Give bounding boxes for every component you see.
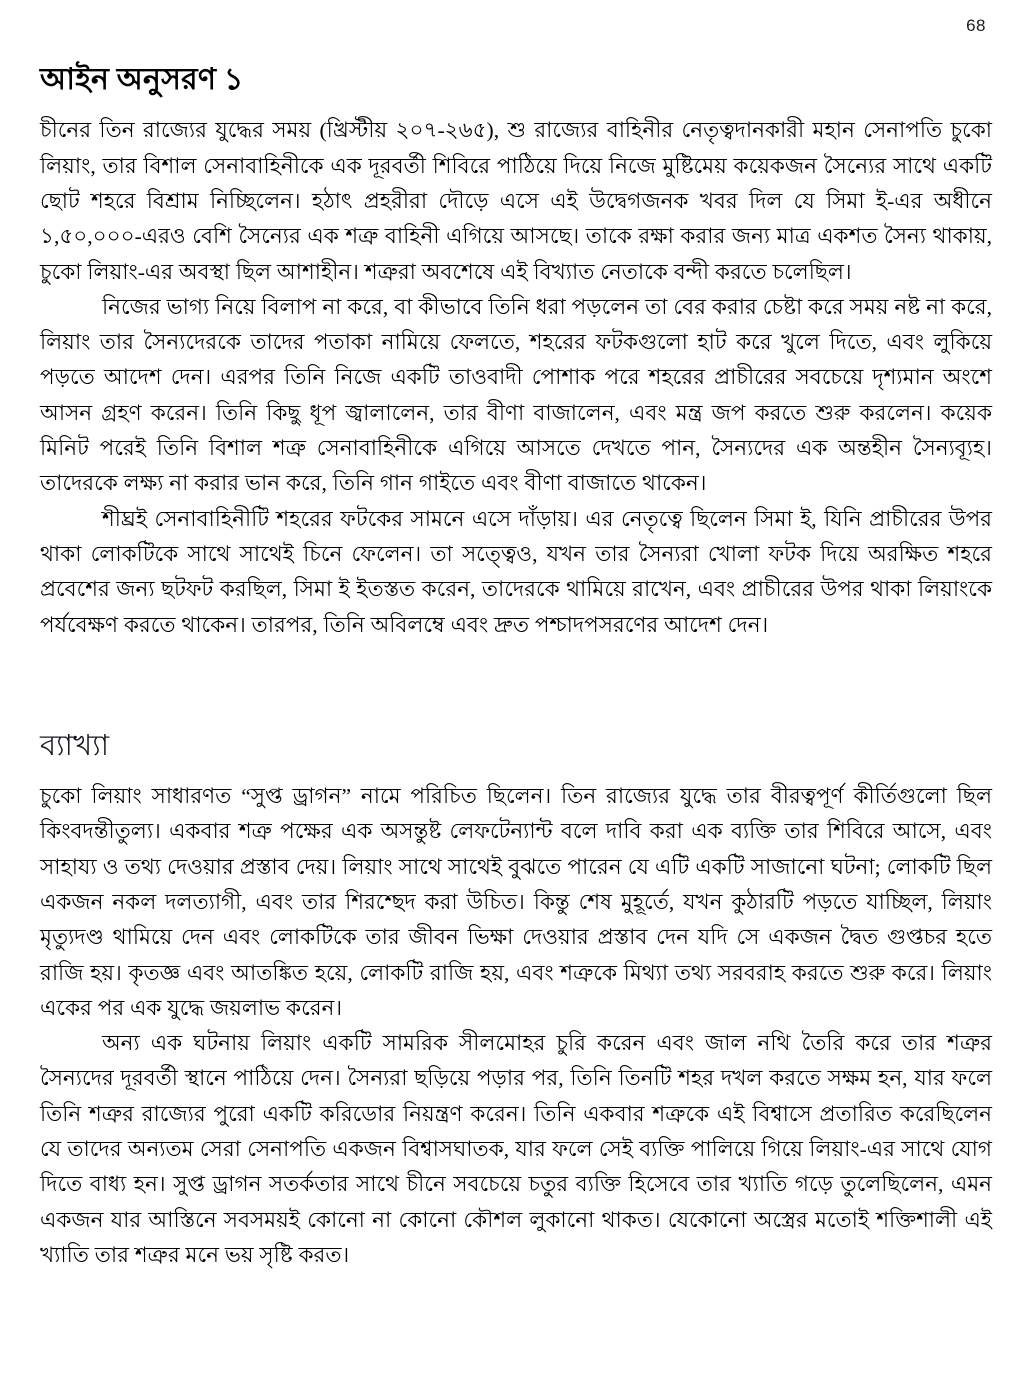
paragraph: নিজের ভাগ্য নিয়ে বিলাপ না করে, বা কীভাবে তিনি ধরা পড়লেন তা বের করার চেষ্টা করে সময় নষ্ট না করে, লিয়াং তার সৈন্যদেরকে তাদের পতাকা নামিয়ে ফেলতে, শহরের ফটকগুলো হাট করে খুলে দিতে, এবং লুকিয়ে পড়তে আদেশ দেন। এরপর তিনি নিজে একটি তাওবাদী পোশাক পরে শহরের প্রাচীরের সবচেয়ে দৃশ্যমান অংশে আসন গ্রহণ করেন। তিনি কিছু ধূপ জ্বালালেন, তার বীণা বাজালেন, এবং মন্ত্র জপ করতে শুরু করলেন। কয়েক মিনিট পরেই তিনি বিশাল শত্রু সেনাবাহিনীকে এগিয়ে আসতে দেখতে পান, সৈন্যদের এক অন্তহীন সৈন্যব্যূহ। তাদেরকে লক্ষ্য না করার ভান করে, তিনি গান গাইতে এবং বীণা বাজাতে থাকেন। <box>40 294 992 496</box>
section-heading-interpretation: ব্যাখ্যা <box>40 729 110 762</box>
page-number: 68 <box>966 16 986 35</box>
paragraph: অন্য এক ঘটনায় লিয়াং একটি সামরিক সীলমোহর চুরি করেন এবং জাল নথি তৈরি করে তার শত্রুর সৈন্যদের দূরবর্তী স্থানে পাঠিয়ে দেন। সৈন্যরা ছড়িয়ে পড়ার পর, তিনি তিনটি শহর দখল করতে সক্ষম হন, যার ফলে তিনি শত্রুর রাজ্যের পুরো একটি করিডোর নিয়ন্ত্রণ করেন। তিনি একবার শত্রুকে এই বিশ্বাসে প্রতারিত করেছিলেন যে তাদের অন্যতম সেরা সেনাপতি একজন বিশ্বাসঘাতক, যার ফলে সেই ব্যক্তি পালিয়ে গিয়ে লিয়াং-এর সাথে যোগ দিতে বাধ্য হন। সুপ্ত ড্রাগন সতর্কতার সাথে চীনে সবচেয়ে চতুর ব্যক্তি হিসেবে তার খ্যাতি গড়ে তুলেছিলেন, এমন একজন যার আস্তিনে সবসময়ই কোনো না কোনো কৌশল লুকানো থাকত। যেকোনো অস্ত্রের মতোই শক্তিশালী এই খ্যাতি তার শত্রুর মনে ভয় সৃষ্টি করত। <box>40 1031 992 1267</box>
paragraph: চীনের তিন রাজ্যের যুদ্ধের সময় (খ্রিস্টীয় ২০৭-২৬৫), শু রাজ্যের বাহিনীর নেতৃত্বদানকারী মহান সেনাপতি চুকো লিয়াং, তার বিশাল সেনাবাহিনীকে এক দূরবর্তী শিবিরে পাঠিয়ে দিয়ে নিজে মুষ্টিমেয় কয়েকজন সৈন্যের সাথে একটি ছোট শহরে বিশ্রাম নিচ্ছিলেন। হঠাৎ প্রহরীরা দৌড়ে এসে এই উদ্বেগজনক খবর দিল যে সিমা ই-এর অধীনে ১,৫০,০০০-এরও বেশি সৈন্যের এক শত্রু বাহিনী এগিয়ে আসছে। তাকে রক্ষা করার জন্য মাত্র একশত সৈন্য থাকায়, চুকো লিয়াং-এর অবস্থা ছিল আশাহীন। শত্রুরা অবশেষে এই বিখ্যাত নেতাকে বন্দী করতে চলেছিল। <box>40 118 992 284</box>
section-law <box>40 62 992 643</box>
section-interpretation <box>40 729 992 1273</box>
paragraph: শীঘ্রই সেনাবাহিনীটি শহরের ফটকের সামনে এসে দাঁড়ায়। এর নেতৃত্বে ছিলেন সিমা ই, যিনি প্রাচীরের উপর থাকা লোকটিকে সাথে সাথেই চিনে ফেলেন। তা সত্ত্বেও, যখন তার সৈন্যরা খোলা ফটক দিয়ে অরক্ষিত শহরে প্রবেশের জন্য ছটফট করছিল, সিমা ই ইতস্তত করেন, তাদেরকে থামিয়ে রাখেন, এবং প্রাচীরের উপর থাকা লিয়াংকে পর্যবেক্ষণ করতে থাকেন। তারপর, তিনি অবিলম্বে এবং দ্রুত পশ্চাদপসরণের আদেশ দেন। <box>40 506 992 637</box>
page-content <box>40 62 992 1273</box>
paragraph: চুকো লিয়াং সাধারণত “সুপ্ত ড্রাগন” নামে পরিচিত ছিলেন। তিন রাজ্যের যুদ্ধে তার বীরত্বপূর্ণ কীর্তিগুলো ছিল কিংবদন্তীতুল্য। একবার শত্রু পক্ষের এক অসন্তুষ্ট লেফটেন্যান্ট বলে দাবি করা এক ব্যক্তি তার শিবিরে আসে, এবং সাহায্য ও তথ্য দেওয়ার প্রস্তাব দেয়। লিয়াং সাথে সাথেই বুঝতে পারেন যে এটি একটি সাজানো ঘটনা; লোকটি ছিল একজন নকল দলত্যাগী, এবং তার শিরশ্ছেদ করা উচিত। কিন্তু শেষ মুহূর্তে, যখন কুঠারটি পড়তে যাচ্ছিল, লিয়াং মৃত্যুদণ্ড থামিয়ে দেন এবং লোকটিকে তার জীবন ভিক্ষা দেওয়ার প্রস্তাব দেন যদি সে একজন দ্বৈত গুপ্তচর হতে রাজি হয়। কৃতজ্ঞ এবং আতঙ্কিত হয়ে, লোকটি রাজি হয়, এবং শত্রুকে মিথ্যা তথ্য সরবরাহ করতে শুরু করে। লিয়াং একের পর এক যুদ্ধে জয়লাভ করেন। <box>40 784 992 1020</box>
section-heading-law: আইন অনুসরণ ১ <box>40 63 244 96</box>
section-spacer <box>40 643 992 729</box>
